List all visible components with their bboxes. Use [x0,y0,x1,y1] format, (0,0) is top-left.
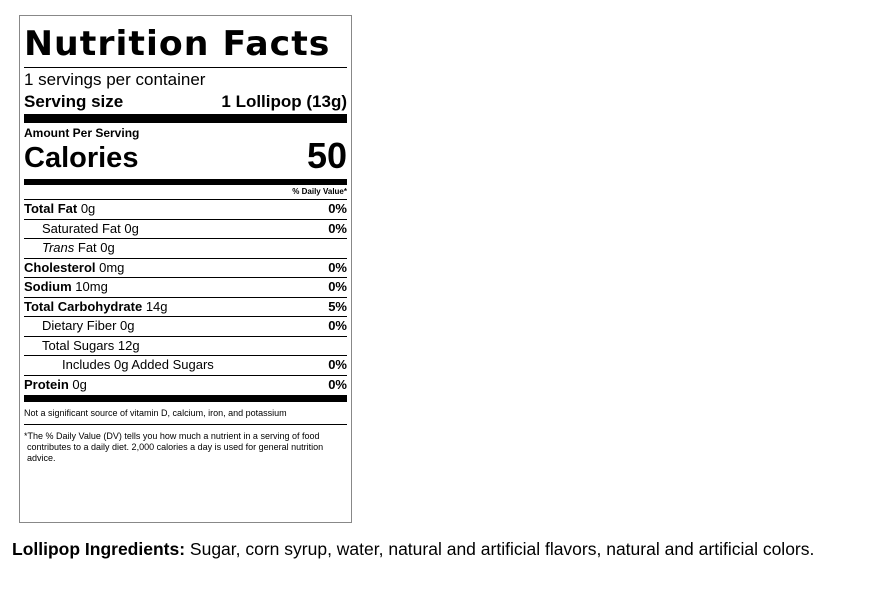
nutrient-name: Dietary Fiber 0g [42,318,135,333]
nutrient-row-protein [24,376,347,395]
ingredients-label: Lollipop Ingredients: [12,539,186,559]
nutrient-dv: 0% [328,259,347,275]
nutrition-facts-label [19,15,352,523]
daily-value-header: % Daily Value* [24,185,347,200]
nutrient-row-saturated-fat [24,220,347,240]
nutrient-dv: 0% [328,376,347,392]
daily-value-footnote: *The % Daily Value (DV) tells you how much a nutrient in a serving of food contributes to a daily diet. 2,000 calories a day is used for general nutrition advice. [24,431,324,463]
divider [24,67,347,68]
nutrient-row-dietary-fiber [24,317,347,337]
nutrient-name: Fat 0g [74,240,115,255]
nutrient-name: Saturated Fat 0g [42,220,139,236]
serving-size-label: Serving size [24,92,124,111]
nutrient-name: Sodium [24,279,72,294]
nutrient-row-total-sugars [24,337,347,357]
bottom-thick-divider [24,395,347,402]
nutrient-row-total-fat [24,200,347,220]
serving-size-row [24,91,347,113]
nutrient-name: Protein [24,376,69,392]
ingredients-statement [12,537,882,561]
nutrient-name: Cholesterol [24,259,96,275]
nutrient-row-trans-fat [24,239,347,259]
nutrient-dv: 5% [328,298,347,314]
calories-label: Calories [24,142,139,174]
amount-per-serving: Amount Per Serving [24,126,140,140]
nutrient-dv: 0% [328,279,347,294]
nutrient-amount: 14g [142,298,168,314]
thick-divider [24,114,347,123]
vitamin-note: Not a significant source of vitamin D, calcium, iron, and potassium [24,408,347,425]
nutrient-name: Total Carbohydrate [24,298,143,314]
nutrient-name: Includes 0g Added Sugars [62,357,214,372]
nutrient-dv: 0% [328,357,347,372]
nutrient-name-italic: Trans [42,240,75,255]
nutrient-dv: 0% [328,318,347,333]
nutrient-row-cholesterol [24,259,347,279]
calories-value: 50 [306,135,347,176]
nutrient-amount: 0mg [95,259,125,275]
calories-row [24,135,347,176]
ingredients-text: Sugar, corn syrup, water, natural and artificial flavors, natural and artificial colors. [185,539,815,559]
nutrient-name: Total Sugars 12g [42,337,140,353]
nutrient-amount: 0g [68,376,87,392]
nutrient-row-sodium [24,278,347,298]
nutrient-name: Total Fat [24,201,78,216]
label-title: Nutrition Facts [24,24,331,64]
nutrient-dv: 0% [328,220,347,236]
nutrient-amount: 10mg [71,279,108,294]
nutrient-amount: 0g [77,201,96,216]
nutrient-row-total-carbohydrate [24,298,347,318]
nutrient-dv: 0% [328,201,347,216]
nutrient-row-added-sugars [24,356,347,376]
serving-size-value: 1 Lollipop (13g) [221,92,347,111]
servings-per-container: 1 servings per container [24,70,206,89]
